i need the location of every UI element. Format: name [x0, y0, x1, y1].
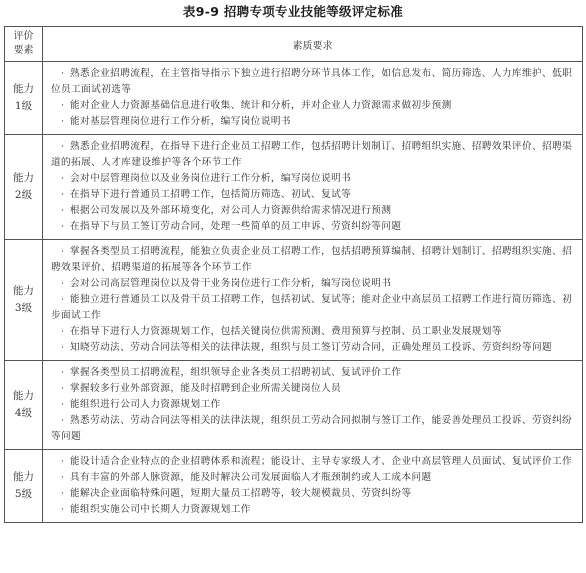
skill-standard-table	[4, 26, 583, 523]
table-caption: 表9-9 招聘专项专业技能等级评定标准	[182, 4, 404, 19]
header-level-line2: 要素	[13, 45, 34, 56]
requirement-item	[51, 114, 576, 130]
bullet-dot-icon: ·	[61, 456, 65, 467]
requirement-text: 在指导下与员工签订劳动合同，处理一些简单的员工申诉、劳资纠纷等问题	[70, 221, 402, 232]
requirement-text: 熟悉企业招聘流程，在主管指导指示下独立进行招聘分环节具体工作，如信息发布、简历筛选、人力库维护、低职位员工面试初选等	[51, 68, 573, 95]
requirement-item	[51, 66, 576, 98]
requirement-text: 具有丰富的外部人脉资源，能及时解决公司发展面临人才瓶颈制约或人工成本问题	[70, 472, 432, 483]
level-label-line1: 能力	[13, 285, 34, 297]
requirement-text: 根据公司发展以及外部环境变化，对公司人力资源供给需求情况进行预测	[70, 205, 392, 216]
requirement-item	[51, 486, 576, 502]
table-header-row	[5, 27, 583, 62]
level-label-line1: 能力	[13, 172, 34, 184]
requirement-item	[51, 203, 576, 219]
requirement-item	[51, 470, 576, 486]
requirement-item	[51, 365, 576, 381]
table-row	[5, 450, 583, 523]
table-row	[5, 240, 583, 361]
requirement-text: 掌握较多行业外部资源，能及时招聘到企业所需关键岗位人员	[70, 383, 342, 394]
bullet-dot-icon: ·	[61, 504, 65, 515]
bullet-dot-icon: ·	[61, 294, 65, 305]
requirement-item	[51, 244, 576, 276]
requirements-cell	[43, 450, 583, 523]
level-label-line1: 能力	[13, 471, 34, 483]
requirement-text: 会对公司高层管理岗位以及骨干业务岗位进行工作分析，编写岗位说明书	[70, 278, 392, 289]
requirement-text: 在指导下进行人力资源规划工作，包括关键岗位供需预测、费用预算与控制、员工职业发展规划等	[70, 326, 502, 337]
requirement-text: 掌握各类型员工招聘流程，能独立负责企业员工招聘工作，包括招聘预算编制、招聘计划制订、招聘组织实施、招聘效果评价、招聘渠道的拓展等各个环节工作	[51, 246, 573, 273]
table-body	[5, 62, 583, 523]
requirement-item	[51, 171, 576, 187]
bullet-dot-icon: ·	[61, 326, 65, 337]
requirement-item	[51, 502, 576, 518]
bullet-dot-icon: ·	[61, 488, 65, 499]
requirement-item	[51, 340, 576, 356]
bullet-dot-icon: ·	[61, 173, 65, 184]
requirements-cell	[43, 62, 583, 135]
requirement-text: 能设计适合企业特点的企业招聘体系和流程；能设计、主导专家级人才、企业中高层管理人员面试、复试评价工作	[70, 456, 573, 467]
requirement-text: 在指导下进行普通员工招聘工作，包括简历筛选、初试、复试等	[70, 189, 352, 200]
bullet-dot-icon: ·	[61, 68, 65, 79]
requirement-item	[51, 292, 576, 324]
requirement-text: 能对基层管理岗位进行工作分析，编写岗位说明书	[70, 116, 291, 127]
requirements-cell	[43, 135, 583, 240]
level-cell	[5, 62, 43, 135]
table-row	[5, 135, 583, 240]
bullet-dot-icon: ·	[61, 246, 65, 257]
level-cell	[5, 361, 43, 450]
requirement-item	[51, 324, 576, 340]
bullet-dot-icon: ·	[61, 116, 65, 127]
requirement-text: 熟悉劳动法、劳动合同法等相关的法律法规，组织员工劳动合同拟制与签订工作，能妥善处理员工投诉、劳资纠纷等问题	[51, 415, 573, 442]
level-label-line2: 4级	[14, 407, 33, 419]
requirement-text: 熟悉企业招聘流程，在指导下进行企业员工招聘工作，包括招聘计划制订、招聘组织实施、招聘效果评价、招聘渠道的拓展、人才库建设维护等各个环节工作	[51, 141, 573, 168]
bullet-dot-icon: ·	[61, 342, 65, 353]
requirement-item	[51, 219, 576, 235]
requirement-text: 能解决企业面临特殊问题，短期大量员工招聘等，较大规模裁员、劳资纠纷等	[70, 488, 412, 499]
requirement-item	[51, 381, 576, 397]
level-cell	[5, 135, 43, 240]
requirement-item	[51, 454, 576, 470]
requirement-text: 会对中层管理岗位以及业务岗位进行工作分析，编写岗位说明书	[70, 173, 352, 184]
level-label-line2: 5级	[14, 488, 33, 500]
requirements-cell	[43, 240, 583, 361]
requirement-text: 掌握各类型员工招聘流程，组织领导企业各类员工招聘初试、复试评价工作	[70, 367, 402, 378]
requirement-item	[51, 276, 576, 292]
bullet-dot-icon: ·	[61, 189, 65, 200]
requirement-text: 能组织进行公司人力资源规划工作	[70, 399, 221, 410]
requirement-item	[51, 139, 576, 171]
bullet-dot-icon: ·	[61, 472, 65, 483]
requirement-text: 能组织实施公司中长期人力资源规划工作	[70, 504, 251, 515]
level-cell	[5, 240, 43, 361]
bullet-dot-icon: ·	[61, 415, 65, 426]
level-label-line1: 能力	[13, 390, 34, 402]
requirement-text: 能对企业人力资源基础信息进行收集、统计和分析，并对企业人力资源需求做初步预测	[70, 100, 452, 111]
level-cell	[5, 450, 43, 523]
requirement-item	[51, 413, 576, 445]
requirement-text: 知晓劳动法、劳动合同法等相关的法律法规，组织与员工签订劳动合同，正确处理员工投诉、劳资纠纷等问题	[70, 342, 553, 353]
bullet-dot-icon: ·	[61, 383, 65, 394]
header-requirements: 素质要求	[43, 27, 583, 62]
bullet-dot-icon: ·	[61, 399, 65, 410]
header-level-line1: 评价	[13, 31, 34, 42]
table-row	[5, 361, 583, 450]
requirement-text: 能独立进行普通员工以及骨干员工招聘工作，包括初试、复试等；能对企业中高层员工招聘工作进行简历筛选、初步面试工作	[51, 294, 573, 321]
bullet-dot-icon: ·	[61, 278, 65, 289]
level-label-line2: 1级	[14, 100, 33, 112]
bullet-dot-icon: ·	[61, 100, 65, 111]
bullet-dot-icon: ·	[61, 221, 65, 232]
bullet-dot-icon: ·	[61, 205, 65, 216]
requirement-item	[51, 98, 576, 114]
requirements-cell	[43, 361, 583, 450]
bullet-dot-icon: ·	[61, 141, 65, 152]
requirement-item	[51, 187, 576, 203]
level-label-line2: 2级	[14, 189, 33, 201]
level-label-line1: 能力	[13, 83, 34, 95]
level-label-line2: 3级	[14, 302, 33, 314]
table-row	[5, 62, 583, 135]
bullet-dot-icon: ·	[61, 367, 65, 378]
header-level	[5, 27, 43, 62]
requirement-item	[51, 397, 576, 413]
